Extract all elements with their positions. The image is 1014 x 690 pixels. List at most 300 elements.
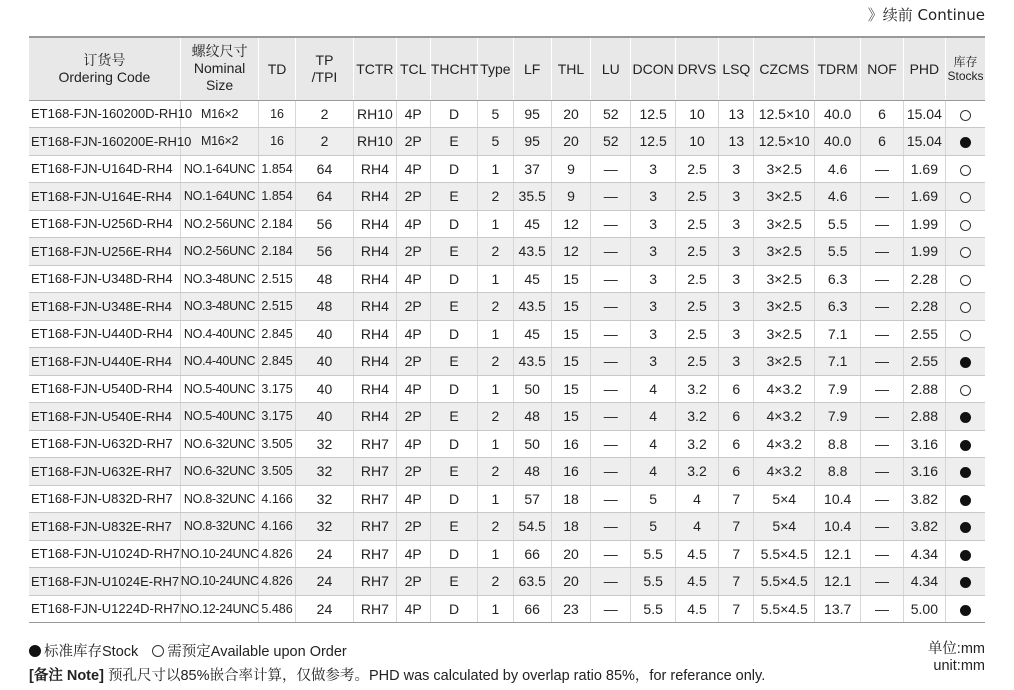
empty-circle-icon <box>960 330 971 341</box>
table-cell: 15 <box>551 320 590 348</box>
stock-cell <box>946 100 985 128</box>
table-cell: 1 <box>478 210 513 238</box>
table-cell: RH7 <box>354 485 396 513</box>
continue-label: 》续前 Continue <box>867 6 985 24</box>
table-cell: — <box>591 540 631 568</box>
table-cell: — <box>591 238 631 266</box>
table-cell: — <box>861 430 903 458</box>
table-cell: 2P <box>396 403 430 431</box>
table-cell: 43.5 <box>513 348 551 376</box>
table-cell: D <box>430 155 477 183</box>
table-cell: 45 <box>513 265 551 293</box>
table-cell: 2.5 <box>675 183 718 211</box>
table-cell: — <box>591 293 631 321</box>
table-cell: 2P <box>396 458 430 486</box>
table-row <box>29 595 985 623</box>
table-cell: 4P <box>396 595 430 623</box>
table-cell: — <box>861 238 903 266</box>
table-cell: 24 <box>295 540 353 568</box>
column-header-line: TD <box>267 60 287 77</box>
table-cell: 48 <box>513 403 551 431</box>
table-cell: RH4 <box>354 375 396 403</box>
table-cell: NO.4-40UNC <box>180 320 259 348</box>
stock-cell <box>946 238 985 266</box>
empty-circle-icon <box>960 385 971 396</box>
table-cell: E <box>430 403 477 431</box>
table-row <box>29 293 985 321</box>
table-cell: NO.2-56UNC <box>180 210 259 238</box>
table-cell: 5.5×4.5 <box>754 595 815 623</box>
empty-circle-icon <box>960 110 971 121</box>
stock-cell <box>946 403 985 431</box>
table-cell: 2 <box>478 513 513 541</box>
table-cell: NO.1-64UNC <box>180 155 259 183</box>
table-cell: NO.8-32UNC <box>180 513 259 541</box>
table-cell: 15.04 <box>903 128 945 156</box>
table-cell: 20 <box>551 568 590 596</box>
table-cell: 6 <box>719 375 754 403</box>
table-cell: 7 <box>719 568 754 596</box>
table-cell: 10.4 <box>814 485 860 513</box>
table-cell: — <box>861 320 903 348</box>
table-cell: 4 <box>631 458 675 486</box>
table-cell: E <box>430 513 477 541</box>
table-cell: 5.5 <box>631 568 675 596</box>
table-cell: 1 <box>478 265 513 293</box>
table-cell: 3.2 <box>675 430 718 458</box>
column-header <box>946 37 985 100</box>
table-cell: ET168-FJN-U832E-RH7 <box>29 513 180 541</box>
table-cell: 3×2.5 <box>754 210 815 238</box>
table-cell: 5.5 <box>814 238 860 266</box>
table-cell: — <box>591 265 631 293</box>
table-cell: 7 <box>719 513 754 541</box>
table-cell: — <box>861 513 903 541</box>
table-cell: — <box>591 183 631 211</box>
column-header-line: Type <box>480 60 511 77</box>
table-cell: 5.5×4.5 <box>754 540 815 568</box>
table-header <box>29 37 985 100</box>
table-cell: 4.34 <box>903 540 945 568</box>
table-row <box>29 183 985 211</box>
table-cell: — <box>591 210 631 238</box>
table-cell: 6.3 <box>814 265 860 293</box>
table-cell: 3 <box>631 293 675 321</box>
column-header-line: DCON <box>632 60 674 77</box>
table-cell: RH4 <box>354 210 396 238</box>
unit-line-cn: 单位:mm <box>927 641 985 657</box>
table-cell: 15.04 <box>903 100 945 128</box>
table-cell: D <box>430 485 477 513</box>
table-cell: 4.826 <box>259 540 295 568</box>
table-cell: 1.854 <box>259 155 295 183</box>
table-row <box>29 210 985 238</box>
table-cell: ET168-FJN-U832D-RH7 <box>29 485 180 513</box>
table-cell: 4×3.2 <box>754 430 815 458</box>
table-cell: 63.5 <box>513 568 551 596</box>
table-cell: 95 <box>513 100 551 128</box>
table-cell: 10.4 <box>814 513 860 541</box>
table-cell: 40 <box>295 348 353 376</box>
table-cell: RH4 <box>354 238 396 266</box>
empty-circle-icon <box>960 275 971 286</box>
table-cell: 40.0 <box>814 128 860 156</box>
column-header-line: LSQ <box>722 60 751 77</box>
column-header-line: /TPI <box>311 68 338 85</box>
table-cell: 3 <box>719 348 754 376</box>
table-cell: D <box>430 100 477 128</box>
table-cell: 4P <box>396 100 430 128</box>
table-cell: 3 <box>719 238 754 266</box>
table-cell: 5 <box>478 128 513 156</box>
column-header <box>478 37 513 100</box>
table-cell: 8.8 <box>814 458 860 486</box>
table-cell: 2P <box>396 128 430 156</box>
table-cell: M16×2 <box>180 128 259 156</box>
table-row <box>29 265 985 293</box>
table-body <box>29 100 985 623</box>
table-cell: NO.12-24UNC <box>180 595 259 623</box>
table-cell: 12.1 <box>814 568 860 596</box>
table-cell: 2P <box>396 238 430 266</box>
column-header <box>861 37 903 100</box>
table-cell: 2 <box>478 238 513 266</box>
table-cell: RH4 <box>354 265 396 293</box>
empty-circle-icon <box>960 302 971 313</box>
column-header <box>295 37 353 100</box>
table-row <box>29 485 985 513</box>
column-header-line: TCTR <box>356 60 394 77</box>
table-cell: 2.5 <box>675 155 718 183</box>
table-cell: — <box>591 568 631 596</box>
table-row <box>29 348 985 376</box>
column-header-line: THCHT <box>430 60 479 77</box>
table-cell: 20 <box>551 128 590 156</box>
stock-cell <box>946 293 985 321</box>
table-cell: 2.28 <box>903 265 945 293</box>
legend-order-item <box>152 644 346 660</box>
table-cell: 1.854 <box>259 183 295 211</box>
table-cell: 16 <box>259 128 295 156</box>
table-cell: 5×4 <box>754 513 815 541</box>
table-cell: 3.2 <box>675 458 718 486</box>
note-prefix: [备注 Note] <box>29 668 104 684</box>
column-header-line: TCL <box>399 60 427 77</box>
column-header <box>430 37 477 100</box>
table-cell: 64 <box>295 183 353 211</box>
table-cell: 24 <box>295 595 353 623</box>
table-cell: — <box>861 485 903 513</box>
column-header-line: 订货号 <box>83 51 126 68</box>
table-cell: 48 <box>295 293 353 321</box>
product-table <box>29 36 985 623</box>
table-row <box>29 458 985 486</box>
table-cell: 32 <box>295 458 353 486</box>
table-cell: 6 <box>719 403 754 431</box>
table-cell: 1 <box>478 320 513 348</box>
table-cell: 6 <box>719 430 754 458</box>
stock-legend <box>29 640 357 661</box>
empty-circle-icon <box>960 247 971 258</box>
table-cell: NO.10-24UNC <box>180 568 259 596</box>
table-cell: 3.82 <box>903 513 945 541</box>
table-cell: 1.99 <box>903 210 945 238</box>
table-cell: 5 <box>631 513 675 541</box>
table-cell: 15 <box>551 348 590 376</box>
table-cell: 40 <box>295 375 353 403</box>
table-cell: 3.505 <box>259 458 295 486</box>
table-cell: D <box>430 265 477 293</box>
table-cell: 4.166 <box>259 513 295 541</box>
filled-circle-icon <box>960 522 971 533</box>
column-header <box>29 37 180 100</box>
table-cell: — <box>861 403 903 431</box>
table-cell: 7 <box>719 540 754 568</box>
table-cell: 5.5 <box>631 595 675 623</box>
column-header-line: THL <box>557 60 585 77</box>
table-cell: 3 <box>719 293 754 321</box>
table-cell: 20 <box>551 100 590 128</box>
column-header-line: TDRM <box>817 60 858 77</box>
table-cell: 10 <box>675 128 718 156</box>
table-cell: 3 <box>631 348 675 376</box>
table-cell: — <box>861 540 903 568</box>
column-header <box>354 37 396 100</box>
table-cell: E <box>430 458 477 486</box>
table-cell: 4 <box>675 485 718 513</box>
table-cell: 3 <box>719 155 754 183</box>
table-cell: D <box>430 540 477 568</box>
table-cell: RH4 <box>354 183 396 211</box>
table-cell: 4.5 <box>675 595 718 623</box>
stock-cell <box>946 568 985 596</box>
table-cell: 8.8 <box>814 430 860 458</box>
table-cell: ET168-FJN-U348D-RH4 <box>29 265 180 293</box>
table-cell: 7.1 <box>814 320 860 348</box>
table-cell: 7.1 <box>814 348 860 376</box>
table-cell: — <box>591 595 631 623</box>
table-cell: 5 <box>631 485 675 513</box>
column-header <box>591 37 631 100</box>
table-cell: ET168-FJN-U632D-RH7 <box>29 430 180 458</box>
filled-circle-icon <box>29 645 41 657</box>
table-cell: 3×2.5 <box>754 265 815 293</box>
table-cell: ET168-FJN-U440E-RH4 <box>29 348 180 376</box>
table-cell: 2P <box>396 183 430 211</box>
table-cell: NO.8-32UNC <box>180 485 259 513</box>
table-cell: 32 <box>295 513 353 541</box>
filled-circle-icon <box>960 440 971 451</box>
table-cell: — <box>861 293 903 321</box>
table-cell: RH7 <box>354 540 396 568</box>
table-cell: ET168-FJN-U540D-RH4 <box>29 375 180 403</box>
stock-cell <box>946 155 985 183</box>
table-cell: RH7 <box>354 430 396 458</box>
table-cell: E <box>430 348 477 376</box>
table-cell: 1 <box>478 540 513 568</box>
table-cell: ET168-FJN-160200E-RH10 <box>29 128 180 156</box>
column-header-line: Ordering Code <box>58 68 151 85</box>
table-cell: 2.5 <box>675 210 718 238</box>
table-cell: 12.5 <box>631 128 675 156</box>
table-cell: 15 <box>551 293 590 321</box>
table-cell: 3×2.5 <box>754 320 815 348</box>
column-header <box>396 37 430 100</box>
legend-stock-item <box>29 644 138 660</box>
table-cell: 2P <box>396 568 430 596</box>
table-cell: NO.4-40UNC <box>180 348 259 376</box>
table-cell: ET168-FJN-U1224D-RH7 <box>29 595 180 623</box>
column-header-line: PHD <box>909 60 940 77</box>
table-cell: RH7 <box>354 595 396 623</box>
table-cell: 5.5 <box>814 210 860 238</box>
table-cell: 40.0 <box>814 100 860 128</box>
table-cell: 40 <box>295 403 353 431</box>
table-cell: 4P <box>396 430 430 458</box>
table-cell: — <box>591 155 631 183</box>
table-row <box>29 100 985 128</box>
table-cell: 7 <box>719 595 754 623</box>
table-cell: 4×3.2 <box>754 403 815 431</box>
table-cell: 43.5 <box>513 293 551 321</box>
filled-circle-icon <box>960 495 971 506</box>
table-cell: — <box>861 595 903 623</box>
table-cell: ET168-FJN-U348E-RH4 <box>29 293 180 321</box>
filled-circle-icon <box>960 577 971 588</box>
stock-cell <box>946 210 985 238</box>
table-cell: 6 <box>861 128 903 156</box>
table-cell: D <box>430 595 477 623</box>
column-header <box>513 37 551 100</box>
table-cell: NO.3-48UNC <box>180 265 259 293</box>
column-header <box>814 37 860 100</box>
table-cell: 3 <box>719 265 754 293</box>
stock-cell <box>946 320 985 348</box>
table-cell: D <box>430 430 477 458</box>
filled-circle-icon <box>960 412 971 423</box>
table-cell: 57 <box>513 485 551 513</box>
table-cell: 2.515 <box>259 265 295 293</box>
table-cell: M16×2 <box>180 100 259 128</box>
table-cell: E <box>430 568 477 596</box>
column-header-line: NOF <box>867 60 897 77</box>
stock-cell <box>946 375 985 403</box>
column-header-line: TP <box>315 51 334 68</box>
table-cell: 3.2 <box>675 403 718 431</box>
table-cell: 35.5 <box>513 183 551 211</box>
table-cell: ET168-FJN-U440D-RH4 <box>29 320 180 348</box>
table-cell: RH7 <box>354 458 396 486</box>
table-cell: 3 <box>719 320 754 348</box>
table-cell: RH4 <box>354 293 396 321</box>
column-header <box>675 37 718 100</box>
table-cell: — <box>861 348 903 376</box>
table-cell: 5.486 <box>259 595 295 623</box>
table-cell: ET168-FJN-U164D-RH4 <box>29 155 180 183</box>
column-header-line: LU <box>601 60 620 77</box>
table-cell: 64 <box>295 155 353 183</box>
table-cell: 2.184 <box>259 238 295 266</box>
table-cell: 4 <box>631 375 675 403</box>
empty-circle-icon <box>960 192 971 203</box>
table-cell: NO.5-40UNC <box>180 375 259 403</box>
table-cell: — <box>861 155 903 183</box>
table-cell: ET168-FJN-U256E-RH4 <box>29 238 180 266</box>
table-cell: 4P <box>396 485 430 513</box>
column-header <box>551 37 590 100</box>
table-cell: NO.3-48UNC <box>180 293 259 321</box>
table-cell: 2.5 <box>675 238 718 266</box>
column-header-line: Nominal <box>193 60 246 77</box>
table-row <box>29 430 985 458</box>
table-cell: ET168-FJN-U632E-RH7 <box>29 458 180 486</box>
table-cell: 18 <box>551 485 590 513</box>
table-cell: RH10 <box>354 100 396 128</box>
table-cell: NO.2-56UNC <box>180 238 259 266</box>
table-cell: 54.5 <box>513 513 551 541</box>
table-cell: 1 <box>478 430 513 458</box>
table-cell: 4.5 <box>675 568 718 596</box>
table-cell: 2 <box>478 183 513 211</box>
column-header-line: CZCMS <box>759 60 810 77</box>
table-cell: RH4 <box>354 403 396 431</box>
table-cell: 3.82 <box>903 485 945 513</box>
table-cell: — <box>861 375 903 403</box>
table-cell: 1.99 <box>903 238 945 266</box>
table-cell: E <box>430 183 477 211</box>
table-cell: 4 <box>631 430 675 458</box>
table-cell: 2.515 <box>259 293 295 321</box>
table-cell: 2.184 <box>259 210 295 238</box>
table-cell: 2P <box>396 293 430 321</box>
unit-label <box>928 641 985 675</box>
table-cell: 6 <box>719 458 754 486</box>
column-header-line: Size <box>205 77 234 94</box>
table-cell: 3 <box>719 183 754 211</box>
table-cell: RH4 <box>354 320 396 348</box>
table-row <box>29 320 985 348</box>
table-cell: 7 <box>719 485 754 513</box>
table-cell: RH7 <box>354 568 396 596</box>
table-cell: 12 <box>551 210 590 238</box>
table-row <box>29 128 985 156</box>
table-cell: — <box>591 320 631 348</box>
footnote <box>29 664 765 685</box>
table-cell: — <box>591 375 631 403</box>
table-cell: 2.845 <box>259 348 295 376</box>
table-cell: — <box>591 348 631 376</box>
table-cell: 1 <box>478 375 513 403</box>
stock-cell <box>946 430 985 458</box>
table-cell: 2.55 <box>903 320 945 348</box>
table-cell: 9 <box>551 183 590 211</box>
table-cell: NO.6-32UNC <box>180 430 259 458</box>
table-cell: NO.6-32UNC <box>180 458 259 486</box>
table-cell: ET168-FJN-U540E-RH4 <box>29 403 180 431</box>
column-header <box>719 37 754 100</box>
table-cell: 2.5 <box>675 293 718 321</box>
table-cell: 48 <box>513 458 551 486</box>
table-cell: — <box>861 265 903 293</box>
stock-cell <box>946 128 985 156</box>
table-cell: 50 <box>513 430 551 458</box>
filled-circle-icon <box>960 467 971 478</box>
table-cell: 1.69 <box>903 183 945 211</box>
table-cell: 95 <box>513 128 551 156</box>
table-row <box>29 375 985 403</box>
stock-cell <box>946 265 985 293</box>
filled-circle-icon <box>960 550 971 561</box>
